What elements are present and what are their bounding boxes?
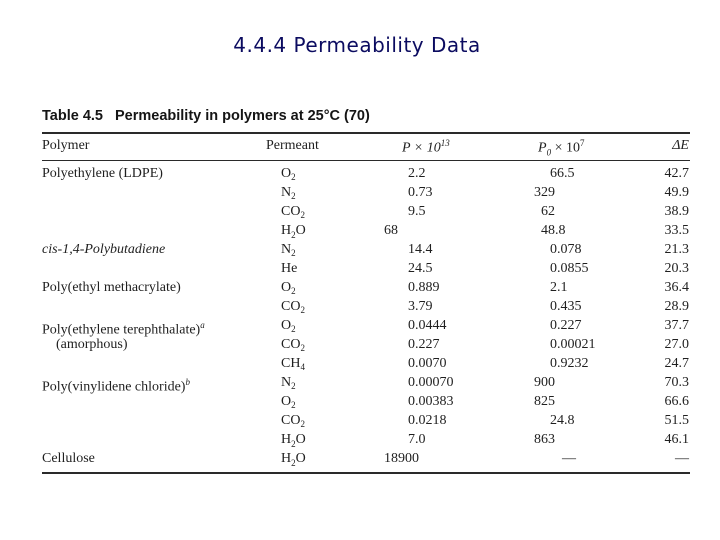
permeant-text: $H_2O$ (281, 432, 306, 449)
p0-value: 24.8 (550, 413, 575, 428)
permeant-text: N 2 (281, 242, 296, 257)
header-permeant: Permeant (266, 138, 319, 153)
p-value: 0.227 (408, 337, 440, 352)
delta-e-value: 42.7 (664, 166, 689, 181)
polymer-name-text: Poly(ethylene terephthalate) (42, 322, 201, 338)
p-value: 0.73 (408, 185, 433, 200)
p-value: 18900 (384, 451, 419, 466)
permeant-text: CO 2 (281, 299, 305, 314)
permeant-text: O 2 (281, 280, 296, 295)
polymer-name (42, 373, 190, 397)
delta-e-value: 51.5 (664, 413, 689, 428)
header-polymer: Polymer (42, 138, 90, 153)
p0-value: 825 (534, 394, 555, 409)
p-value: 0.00383 (408, 394, 454, 409)
header-p0-exponent: 7 (579, 138, 585, 148)
p0-value: 48.8 (541, 223, 566, 238)
delta-e-value: 36.4 (664, 280, 689, 295)
permeant-text: N 2 (281, 375, 296, 390)
delta-e-value: 70.3 (664, 375, 689, 390)
permeant-text: CO 2 (281, 413, 305, 428)
table-header-rule (42, 160, 690, 161)
permeant-cell (281, 449, 306, 473)
p-value: 9.5 (408, 204, 426, 219)
delta-e-value: 24.7 (664, 356, 689, 371)
p0-value: 900 (534, 375, 555, 390)
p0-value: — (562, 451, 576, 466)
p0-value: 66.5 (550, 166, 575, 181)
delta-e-value: 27.0 (664, 337, 689, 352)
permeant-text: O 2 (281, 318, 296, 333)
permeant-text: CH 4 (281, 356, 305, 371)
p0-value: 0.435 (550, 299, 582, 314)
permeant-text: $H_2O$ (281, 223, 306, 240)
polymer-name-text: Poly(vinylidene chloride) (42, 379, 186, 395)
p-value: 0.00070 (408, 375, 454, 390)
table-title: Permeability in polymers at 25°C (70) (114, 108, 370, 124)
permeant-text: CO 2 (281, 337, 305, 352)
delta-e-value: 20.3 (664, 261, 689, 276)
table-caption (42, 108, 370, 124)
footnote-marker: a (200, 320, 205, 330)
delta-e-value: 38.9 (664, 204, 689, 219)
polymer-name: Polyethylene (LDPE) (42, 166, 163, 181)
formula-subscript: 2 (291, 438, 296, 449)
permeant-text: CO 2 (281, 204, 305, 219)
p0-value: 0.9232 (550, 356, 589, 371)
delta-e-value: 49.9 (664, 185, 689, 200)
p0-value: 0.078 (550, 242, 582, 257)
p0-value: 329 (534, 185, 555, 200)
p-value: 7.0 (408, 432, 426, 447)
header-p-exponent: 13 (440, 138, 450, 148)
footnote-marker: b (185, 377, 190, 387)
p-value: 0.0218 (408, 413, 447, 428)
polymer-name: Cellulose (42, 451, 95, 466)
header-delta-e: ΔE (672, 138, 689, 153)
p0-value: 62 (541, 204, 555, 219)
permeant-text: He (281, 261, 298, 276)
p0-value: 2.1 (550, 280, 568, 295)
delta-e-value: 46.1 (664, 432, 689, 447)
p-value: 0.0070 (408, 356, 447, 371)
delta-e-value: 37.7 (664, 318, 689, 333)
slide-title: 4.4.4 Permeability Data (233, 33, 481, 57)
permeant-text: $H_2O$ (281, 451, 306, 468)
p-value: 3.79 (408, 299, 433, 314)
delta-e-value: 28.9 (664, 299, 689, 314)
header-p-base: P × 10 (402, 140, 441, 156)
polymer-name: cis-1,4-Polybutadiene (42, 242, 166, 257)
p-value: 14.4 (408, 242, 433, 257)
p0-value: 863 (534, 432, 555, 447)
formula-subscript: 2 (291, 457, 296, 468)
p-value: 0.889 (408, 280, 440, 295)
table-bottom-rule (42, 472, 690, 474)
p-value: 24.5 (408, 261, 433, 276)
delta-e-value: 66.6 (664, 394, 689, 409)
permeant-cell (281, 259, 297, 278)
formula-subscript: 2 (291, 229, 296, 240)
polymer-note: (amorphous) (56, 337, 128, 352)
polymer-name: Poly(ethyl methacrylate) (42, 280, 181, 295)
delta-e-value: 33.5 (664, 223, 689, 238)
header-p0 (538, 138, 584, 157)
table-number: Table 4.5 (42, 108, 103, 124)
p0-value: 0.0855 (550, 261, 589, 276)
delta-e-value: — (675, 451, 689, 466)
p-value: 0.0444 (408, 318, 447, 333)
header-p (402, 138, 450, 157)
permeant-text: O 2 (281, 166, 296, 181)
p-value: 68 (384, 223, 398, 238)
table-top-rule (42, 132, 690, 134)
p-value: 2.2 (408, 166, 426, 181)
delta-e-value: 21.3 (664, 242, 689, 257)
permeant-text: N 2 (281, 185, 296, 200)
header-p0-times: × 10 (551, 140, 580, 156)
header-p0-subscript: 0 (546, 147, 552, 158)
p0-value: 0.00021 (550, 337, 596, 352)
header-p0-symbol: P (538, 140, 547, 156)
permeant-text: O 2 (281, 394, 296, 409)
p0-value: 0.227 (550, 318, 582, 333)
